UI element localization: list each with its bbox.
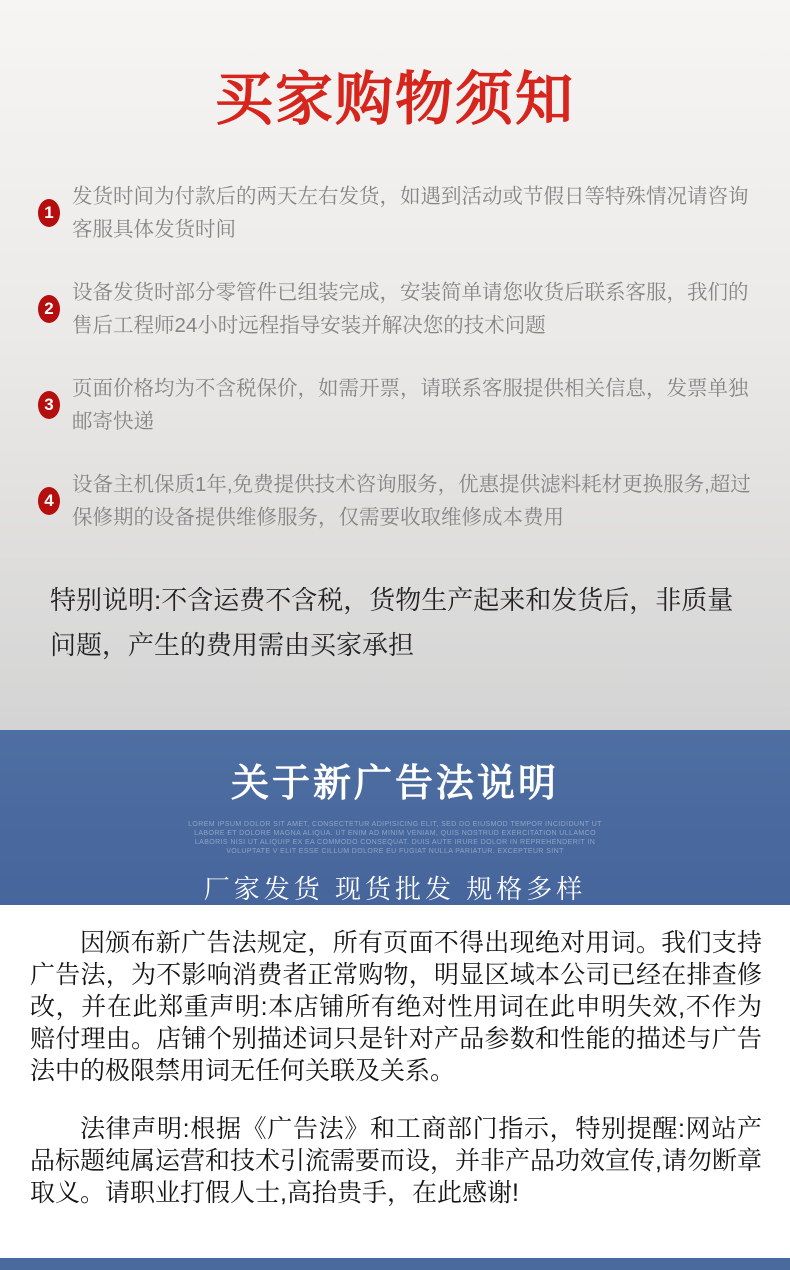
notice-text-4: 设备主机保质1年,免费提供技术咨询服务，优惠提供滤料耗材更换服务,超过保修期的设备提供维修服务，仅需要收取维修成本费用	[72, 473, 751, 529]
number-badge-4: 4	[38, 487, 60, 515]
ad-law-title: 关于新广告法说明	[230, 763, 559, 805]
legal-paragraph-1: 因颁布新广告法规定，所有页面不得出现绝对用词。我们支持广告法，为不影响消费者正常购物，明显区域本公司已经在排查修改，并在此郑重声明:本店铺所有绝对性用词在此申明失效,不作为赔付理由。店铺个别描述词只是针对产品参数和性能的描述与广告法中的极限禁用词无任何关联及关系。	[30, 929, 762, 1085]
ad-law-fineprint: LOREM IPSUM DOLOR SIT AMET, CONSECTETUR ADIPISICING ELIT, SED DO EIUSMOD TEMPOR INCIDIDUNT UT LABORE ET DOLORE MAGNA ALIQUA. UT ENIM AD MINIM VENIAM, QUIS NOSTRUD EXERCITATION ULLAMCO LABORIS NISI UT ALIQUIP EX EA COMMODO CONSEQUAT. DUIS AUTE IRURE DOLOR IN REPREHENDERIT IN VOLUPTATE V ELIT ESSE CILLUM DOLORE EU FUGIAT NULLA PARIATUR. EXCEPTEUR SINT	[188, 821, 602, 855]
number-badge-3: 3	[38, 391, 60, 419]
notice-item-3	[0, 372, 790, 438]
notice-text-2: 设备发货时部分零管件已组装完成，安装简单请您收货后联系客服，我们的售后工程师24小时远程指导安装并解决您的技术问题	[72, 281, 749, 337]
notice-item-4	[0, 468, 790, 534]
ad-law-banner	[0, 730, 790, 905]
ad-law-tagline: 厂家发货 现货批发 规格多样	[203, 874, 587, 904]
legal-paragraph-2: 法律声明:根据《广告法》和工商部门指示，特别提醒:网站产品标题纯属运营和技术引流需要而设，并非产品功效宣传,请勿断章取义。请职业打假人士,高抬贵手，在此感谢!	[30, 1115, 762, 1207]
number-badge-1: 1	[38, 199, 60, 227]
notice-item-2	[0, 276, 790, 342]
legal-statement-section	[0, 905, 790, 1209]
notice-item-1	[0, 180, 790, 246]
page-title: 买家购物须知	[214, 67, 575, 132]
footer-accent-bar	[0, 1258, 790, 1270]
special-note: 特别说明:不含运费不含税，货物生产起来和发货后，非质量问题，产生的费用需由买家承担	[50, 585, 734, 660]
notice-list	[0, 180, 790, 534]
notice-text-3: 页面价格均为不含税保价，如需开票，请联系客服提供相关信息，发票单独邮寄快递	[72, 377, 749, 433]
notice-text-1: 发货时间为付款后的两天左右发货，如遇到活动或节假日等特殊情况请咨询客服具体发货时间	[72, 185, 749, 241]
number-badge-2: 2	[38, 295, 60, 323]
